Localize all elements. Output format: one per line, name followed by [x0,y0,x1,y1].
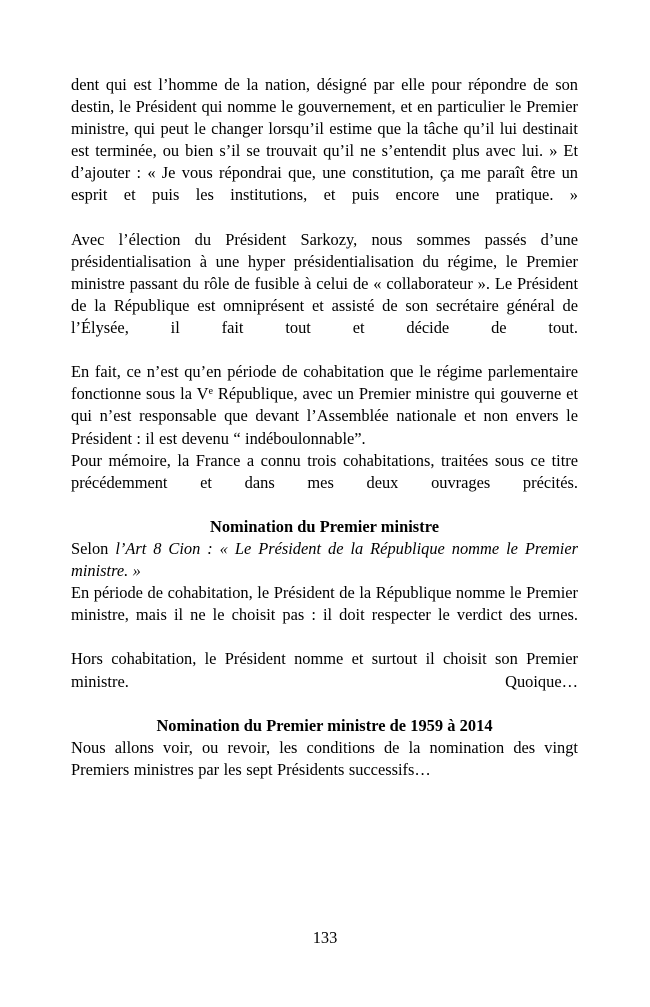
paragraph-3-text-before: En fait, ce n’est qu’en période de cohabitation que le régime parlementaire fonctionne sous la V [71,362,578,404]
paragraph-3-text-after: République, avec un Premier ministre qui gouverne et qui n’est responsable que devant l’Assemblée nationale et non envers le Président : il est devenu “ indéboulonnable”. [71,384,579,448]
ordinal-superscript: e [208,386,213,398]
paragraph-5-article-quote [71,538,578,582]
paragraph-4: Pour mémoire, la France a connu trois cohabitations, traitées sous ce titre précédemment et dans mes deux ouvrages précités. [71,450,578,492]
page-number: 133 [312,928,338,947]
section-heading-nomination-1959-2014: Nomination du Premier ministre de 1959 à 2014 [156,715,493,735]
paragraph-2: Avec l’élection du Président Sarkozy, nous sommes passés d’une présidentialisation à une hyper présidentialisation du régime, le Premier ministre passant du rôle de fusible à celui de « collaborateur ». Le Président de la République est omniprésent et assisté de son secrétaire général de l’Élysée, il fait tout et décide de tout. [71,229,578,338]
text-column [71,74,578,781]
paragraph-5-lead-roman: Selon [71,538,116,558]
paragraph-1: dent qui est l’homme de la nation, désigné par elle pour répondre de son destin, le Président qui nomme le gouvernement, et en particulier le Premier ministre, qui peut le changer lorsqu’il estime que la tâche qu’il lui destinait est terminée, ou bien s’il se trouvait qu’il ne s’entendit plus avec lui. » Et d’ajouter : « Je vous répondrai que, une constitution, ça me paraît être un esprit et puis les institutions, et puis encore une pratique. » [71,75,578,205]
paragraph-7: Nous allons voir, ou revoir, les conditions de la nomination des vingt Premiers ministres par les sept Présidents successifs… [71,737,578,779]
paragraph-6-line-1: En période de cohabitation, le Président de la République nomme le Premier ministre, mais il ne le choisit pas : il doit respecter le verdict des urnes. [71,583,578,625]
paragraph-6-line-2: Hors cohabitation, le Président nomme et surtout il choisit son Premier ministre. Quoique… [71,649,578,691]
paragraph-5-italic-quote: l’Art 8 Cion : « Le Président de la République nomme le Premier ministre. » [71,538,578,581]
section-heading-nomination-premier-ministre: Nomination du Premier ministre [209,516,440,536]
paragraph-3 [71,361,578,449]
